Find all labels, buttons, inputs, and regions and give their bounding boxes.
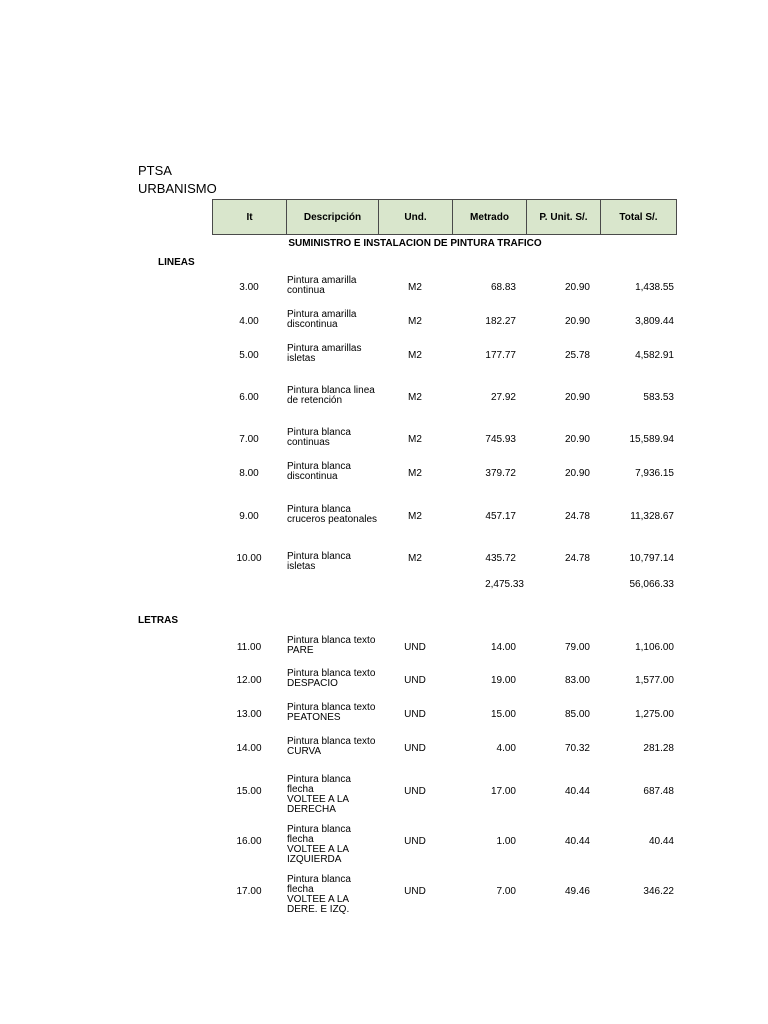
descripcion-line: Pintura blanca texto [287, 702, 376, 713]
descripcion-line: Pintura blanca [287, 504, 351, 515]
cell-punit: 20.90 [564, 316, 590, 327]
cell-punit: 24.78 [564, 553, 590, 564]
doc-title-urbanismo: URBANISMO [138, 181, 217, 196]
descripcion-line: VOLTEE A LA [287, 894, 350, 905]
descripcion-line: Pintura blanca linea [287, 385, 375, 396]
descripcion-line: Pintura blanca flecha [287, 774, 351, 795]
cell-it: 11.00 [236, 642, 262, 653]
descripcion-line: Pintura blanca flecha [287, 874, 351, 895]
cell-it: 13.00 [236, 709, 262, 720]
header-total: Total S/. [601, 200, 676, 234]
cell-und: M2 [408, 434, 422, 445]
descripcion-line: PEATONES [287, 712, 341, 723]
cell-descripcion [287, 386, 379, 406]
cell-metrado: 68.83 [490, 282, 516, 293]
cell-punit: 85.00 [564, 709, 590, 720]
cell-total: 1,438.55 [635, 282, 674, 293]
header-metrado: Metrado [453, 200, 527, 234]
descripcion-line: Pintura blanca texto [287, 635, 376, 646]
cell-it: 14.00 [236, 743, 262, 754]
descripcion-line: Pintura blanca [287, 427, 351, 438]
section-lineas: LINEAS [158, 257, 195, 268]
cell-total: 7,936.15 [635, 468, 674, 479]
cell-punit: 83.00 [564, 675, 590, 686]
cell-descripcion [287, 775, 379, 815]
cell-it: 9.00 [239, 511, 259, 522]
descripcion-line: Pintura blanca texto [287, 668, 376, 679]
cell-punit: 20.90 [564, 392, 590, 403]
cell-total: 11,328.67 [630, 511, 674, 522]
descripcion-line: Pintura amarilla [287, 309, 357, 320]
cell-punit: 24.78 [564, 511, 590, 522]
cell-metrado: 7.00 [496, 886, 516, 897]
descripcion-line: isletas [287, 353, 316, 364]
cell-metrado: 14.00 [490, 642, 516, 653]
descripcion-line: discontinua [287, 319, 338, 330]
cell-punit: 70.32 [564, 743, 590, 754]
descripcion-line: continuas [287, 437, 330, 448]
cell-total: 346.22 [643, 886, 674, 897]
cell-punit: 79.00 [564, 642, 590, 653]
cell-it: 16.00 [236, 836, 262, 847]
descripcion-line: DERECHA [287, 804, 336, 815]
cell-metrado: 15.00 [490, 709, 516, 720]
cell-it: 8.00 [239, 468, 259, 479]
descripcion-line: cruceros peatonales [287, 514, 378, 525]
cell-und: M2 [408, 468, 422, 479]
cell-descripcion [287, 737, 379, 757]
descripcion-line: VOLTEE A LA [287, 794, 350, 805]
cell-it: 17.00 [236, 886, 262, 897]
cell-und: M2 [408, 553, 422, 564]
doc-title-ptsa: PTSA [138, 163, 172, 178]
cell-metrado: 745.93 [485, 434, 516, 445]
descripcion-line: CURVA [287, 746, 322, 757]
cell-punit: 20.90 [564, 468, 590, 479]
cell-und: UND [404, 675, 426, 686]
cell-total: 1,106.00 [635, 642, 674, 653]
descripcion-line: continua [287, 285, 325, 296]
cell-total: 281.28 [643, 743, 674, 754]
cell-metrado: 177.77 [485, 350, 516, 361]
descripcion-line: DESPACIO [287, 678, 338, 689]
cell-total: 4,582.91 [635, 350, 674, 361]
cell-it: 5.00 [239, 350, 259, 361]
descripcion-line: DERE. E IZQ. [287, 904, 350, 915]
cell-descripcion [287, 344, 379, 364]
cell-total: 40.44 [648, 836, 674, 847]
section-banner: SUMINISTRO E INSTALACION DE PINTURA TRAFICO [288, 238, 542, 249]
cell-metrado: 19.00 [490, 675, 516, 686]
cell-total: 1,577.00 [635, 675, 674, 686]
subtotal-metrado: 2,475.33 [485, 579, 524, 590]
cell-metrado: 27.92 [490, 392, 516, 403]
cell-metrado: 4.00 [496, 743, 516, 754]
cell-punit: 40.44 [564, 786, 590, 797]
header-und: Und. [379, 200, 453, 234]
cell-und: UND [404, 743, 426, 754]
descripcion-line: de retención [287, 395, 343, 406]
cell-und: M2 [408, 350, 422, 361]
descripcion-line: Pintura blanca texto [287, 736, 376, 747]
cell-und: M2 [408, 282, 422, 293]
cell-descripcion [287, 310, 379, 330]
cell-und: M2 [408, 316, 422, 327]
table-header [212, 199, 677, 235]
descripcion-line: Pintura blanca [287, 461, 351, 472]
cell-it: 4.00 [239, 316, 259, 327]
cell-metrado: 182.27 [485, 316, 516, 327]
cell-descripcion [287, 552, 379, 572]
cell-descripcion [287, 276, 379, 296]
header-punit: P. Unit. S/. [527, 200, 601, 234]
header-descripcion: Descripción [287, 200, 379, 234]
cell-descripcion [287, 636, 379, 656]
cell-descripcion [287, 669, 379, 689]
descripcion-line: Pintura blanca flecha [287, 824, 351, 845]
cell-descripcion [287, 875, 379, 915]
cell-und: UND [404, 886, 426, 897]
cell-total: 15,589.94 [629, 434, 674, 445]
descripcion-line: VOLTEE A LA [287, 844, 350, 855]
cell-total: 10,797.14 [629, 553, 674, 564]
cell-it: 7.00 [239, 434, 259, 445]
cell-descripcion [287, 428, 379, 448]
cell-punit: 25.78 [564, 350, 590, 361]
cell-und: UND [404, 709, 426, 720]
header-it: It [213, 200, 287, 234]
cell-punit: 20.90 [564, 434, 590, 445]
cell-und: UND [404, 786, 426, 797]
subtotal-total: 56,066.33 [629, 579, 674, 590]
cell-metrado: 1.00 [496, 836, 516, 847]
cell-metrado: 17.00 [490, 786, 516, 797]
descripcion-line: IZQUIERDA [287, 854, 342, 865]
cell-it: 6.00 [239, 392, 259, 403]
cell-punit: 20.90 [564, 282, 590, 293]
cell-punit: 40.44 [564, 836, 590, 847]
cell-total: 1,275.00 [635, 709, 674, 720]
cell-it: 3.00 [239, 282, 259, 293]
descripcion-line: PARE [287, 645, 314, 656]
descripcion-line: discontinua [287, 471, 338, 482]
cell-punit: 49.46 [564, 886, 590, 897]
cell-und: UND [404, 642, 426, 653]
cell-it: 15.00 [236, 786, 262, 797]
cell-total: 687.48 [643, 786, 674, 797]
section-letras: LETRAS [138, 615, 178, 626]
descripcion-line: Pintura amarilla [287, 275, 357, 286]
cell-total: 3,809.44 [635, 316, 674, 327]
cell-descripcion [287, 703, 379, 723]
cell-descripcion [287, 505, 379, 525]
cell-descripcion [287, 462, 379, 482]
descripcion-line: Pintura blanca isletas [287, 551, 351, 572]
cell-metrado: 435.72 [485, 553, 516, 564]
descripcion-line: Pintura amarillas [287, 343, 362, 354]
cell-it: 10.00 [236, 553, 262, 564]
cell-descripcion [287, 825, 379, 865]
cell-metrado: 457.17 [485, 511, 516, 522]
cell-metrado: 379.72 [485, 468, 516, 479]
cell-it: 12.00 [236, 675, 262, 686]
cell-total: 583.53 [643, 392, 674, 403]
cell-und: UND [404, 836, 426, 847]
cell-und: M2 [408, 392, 422, 403]
cell-und: M2 [408, 511, 422, 522]
